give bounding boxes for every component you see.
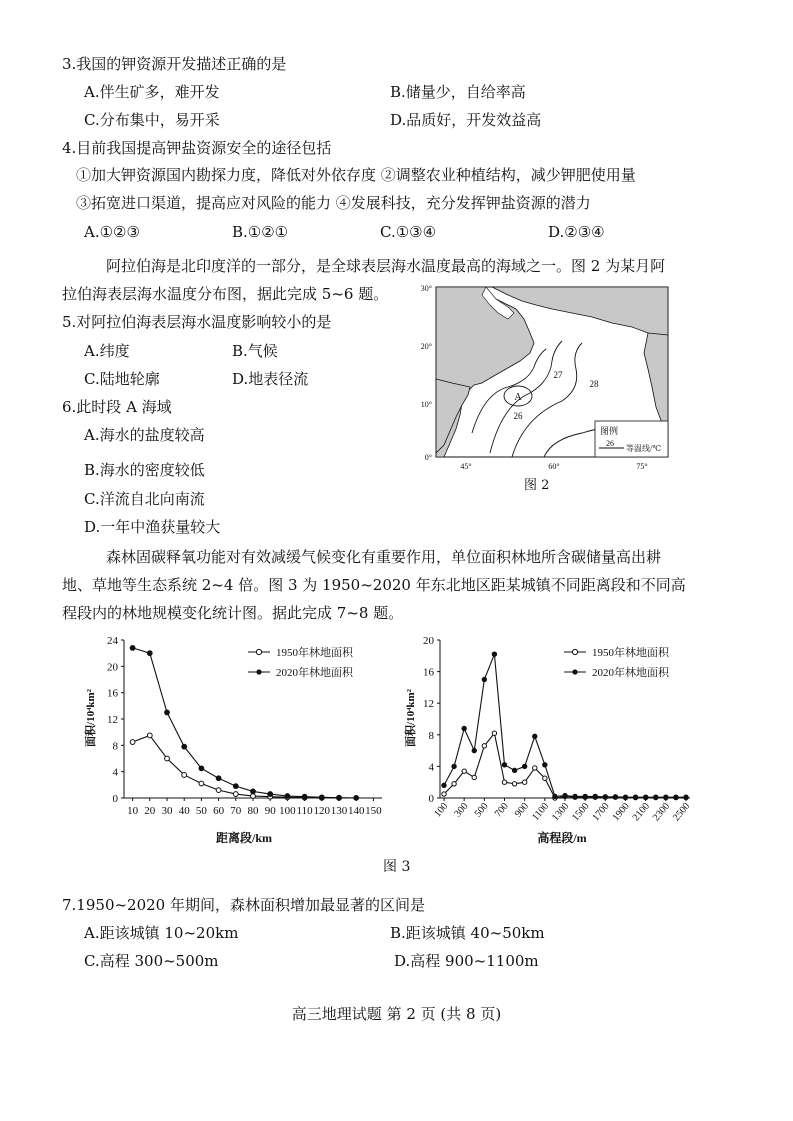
chart1-xtick-label: 80 xyxy=(247,805,259,817)
chart2-point-1 xyxy=(522,764,526,768)
lon-label-75: 75° xyxy=(636,462,648,471)
q5-option-b: B.气候 xyxy=(232,342,278,360)
chart2-point-1 xyxy=(623,795,627,799)
q5-stem: 5.对阿拉伯海表层海水温度影响较小的是 xyxy=(62,313,332,331)
chart1-point-1 xyxy=(182,744,187,749)
q4-option-d: D.②③④ xyxy=(548,223,605,241)
lon-label-45: 45° xyxy=(460,462,472,471)
chart2-xtick-label: 300 xyxy=(452,800,471,820)
q6-option-b: B.海水的密度较低 xyxy=(84,461,205,479)
q3-option-b: B.储量少，自给率高 xyxy=(390,83,526,101)
chart2-point-1 xyxy=(462,726,466,730)
chart2-point-1 xyxy=(674,795,678,799)
isotherm-label-27: 27 xyxy=(553,370,563,380)
chart1-ytick-label: 20 xyxy=(107,661,118,674)
chart2-point-1 xyxy=(643,795,647,799)
chart1-point-1 xyxy=(285,794,290,799)
chart2-point-1 xyxy=(482,677,486,681)
chart1-point-1 xyxy=(147,651,152,656)
chart1-point-0 xyxy=(130,740,135,745)
intro78-line2: 地、草地等生态系统 2~4 倍。图 3 为 1950~2020 年东北地区距某城镇不同距离段和不同高 xyxy=(62,576,686,594)
chart1-ytick-label: 4 xyxy=(112,766,118,779)
chart2-point-1 xyxy=(533,734,537,738)
q4-statement-line2: ③拓宽进口渠道，提高应对风险的能力 ④发展科技，充分发挥钾盐资源的潜力 xyxy=(76,194,591,212)
chart1-xtick-label: 110 xyxy=(296,805,313,817)
lat-label-20: 20° xyxy=(420,342,432,351)
chart2-legend-2020: 2020年林地面积 xyxy=(592,667,669,679)
intro56-line1: 阿拉伯海是北印度洋的一部分，是全球表层海水温度最高的海域之一。图 2 为某月阿 xyxy=(106,257,666,275)
chart1-point-1 xyxy=(251,789,256,794)
figure-3-caption: 图 3 xyxy=(383,859,411,875)
chart1-point-1 xyxy=(268,792,273,797)
chart1-xtick-label: 120 xyxy=(313,805,331,817)
chart2-ytick-label: 8 xyxy=(428,729,434,742)
chart2-point-1 xyxy=(664,795,668,799)
chart2-xtick-label: 1500 xyxy=(570,800,592,824)
chart2-point-1 xyxy=(633,795,637,799)
page-footer: 高三地理试题 第 2 页 (共 8 页) xyxy=(291,1005,502,1023)
q6-option-d: D.一年中渔获量较大 xyxy=(84,518,221,536)
chart2-point-1 xyxy=(573,794,577,798)
chart2-xtick-label: 1300 xyxy=(550,800,572,824)
chart2-xtick-label: 2300 xyxy=(650,800,673,824)
point-a-label: A xyxy=(514,392,522,403)
chart1-ytick-label: 12 xyxy=(107,714,118,726)
q4-stem: 4.目前我国提高钾盐资源安全的途径包括 xyxy=(62,139,332,157)
chart1-xtick-label: 30 xyxy=(161,805,173,817)
chart1-ytick-label: 16 xyxy=(107,687,118,700)
q5-option-c: C.陆地轮廓 xyxy=(84,370,160,388)
chart1-point-1 xyxy=(354,795,359,800)
q3-option-a: A.伴生矿多，难开发 xyxy=(84,83,220,101)
chart2-xtick-label: 1900 xyxy=(610,800,632,824)
chart2-point-1 xyxy=(563,793,567,797)
q5-option-d: D.地表径流 xyxy=(232,370,309,388)
isotherm-label-26: 26 xyxy=(513,411,523,421)
chart2-point-0 xyxy=(512,782,516,786)
chart2-point-0 xyxy=(543,776,547,780)
chart1-legend-1950: 1950年林地面积 xyxy=(276,647,353,659)
q7-stem: 7.1950~2020 年期间，森林面积增加最显著的区间是 xyxy=(62,896,425,914)
chart2-xtick-label: 2100 xyxy=(630,800,652,824)
chart1-point-0 xyxy=(233,792,238,797)
chart2-ytick-label: 0 xyxy=(428,793,434,805)
chart2-point-0 xyxy=(502,780,506,784)
elevation-chart xyxy=(400,630,700,850)
q4-statement-line1: ①加大钾资源国内勘探力度，降低对外依存度 ②调整农业种植结构，减少钾肥使用量 xyxy=(76,166,636,184)
chart2-point-1 xyxy=(684,795,688,799)
q6-option-c: C.洋流自北向南流 xyxy=(84,490,205,508)
chart1-legend-2020: 2020年林地面积 xyxy=(276,667,353,679)
q5-option-a: A.纬度 xyxy=(84,342,130,360)
q4-option-b: B.①②① xyxy=(232,223,289,241)
q7-option-a: A.距该城镇 10~20km xyxy=(84,924,239,942)
chart1-point-0 xyxy=(251,794,256,799)
chart1-point-1 xyxy=(233,784,238,789)
lat-label-10: 10° xyxy=(420,400,432,409)
isotherm-label-28: 28 xyxy=(589,379,599,389)
chart2-legend-1950: 1950年林地面积 xyxy=(592,647,669,659)
q6-option-a: A.海水的盐度较高 xyxy=(84,426,205,444)
legend-title: 图例 xyxy=(600,426,619,436)
chart2-point-1 xyxy=(492,652,496,656)
chart1-point-1 xyxy=(319,795,324,800)
q4-option-a: A.①②③ xyxy=(84,223,140,241)
chart2-point-0 xyxy=(522,780,526,784)
chart2-point-0 xyxy=(492,731,496,735)
chart2-ytick-label: 20 xyxy=(423,635,434,647)
chart2-point-1 xyxy=(512,768,516,772)
chart1-point-1 xyxy=(165,710,170,715)
chart2-xtick-label: 900 xyxy=(512,800,531,820)
chart2-xtick-label: 500 xyxy=(472,800,491,820)
chart2-xtick-label: 1700 xyxy=(590,800,612,824)
chart1-xtick-label: 140 xyxy=(347,805,365,817)
arabian-sea-map xyxy=(412,283,674,473)
chart1-ytick-label: 0 xyxy=(112,793,118,805)
chart1-point-1 xyxy=(130,646,135,651)
q3-stem: 3.我国的钾资源开发描述正确的是 xyxy=(62,55,287,73)
chart2-ylabel: 面积/10⁴km² xyxy=(405,689,417,747)
chart1-xtick-label: 150 xyxy=(365,805,382,817)
chart1-xtick-label: 10 xyxy=(127,805,139,817)
q7-option-d: D.高程 900~1100m xyxy=(394,952,539,970)
chart2-ytick-label: 16 xyxy=(423,666,434,679)
q4-option-c: C.①③④ xyxy=(380,223,437,241)
chart2-point-0 xyxy=(533,766,537,770)
chart2-point-0 xyxy=(482,744,486,748)
chart1-xtick-label: 40 xyxy=(178,805,190,817)
legend-sample: 26 xyxy=(606,439,614,448)
chart1-xtick-label: 50 xyxy=(195,805,207,817)
q7-option-c: C.高程 300~500m xyxy=(84,952,219,970)
chart1-ytick-label: 24 xyxy=(107,635,118,647)
chart2-point-1 xyxy=(452,764,456,768)
chart2-point-0 xyxy=(472,775,476,779)
chart1-point-0 xyxy=(165,756,170,761)
chart2-xtick-label: 2500 xyxy=(671,800,693,824)
chart1-xlabel: 距离段/km xyxy=(215,831,273,845)
chart2-point-0 xyxy=(452,782,456,786)
q3-option-d: D.品质好，开发效益高 xyxy=(390,111,542,129)
chart1-xtick-label: 130 xyxy=(330,805,348,817)
chart1-point-1 xyxy=(337,795,342,800)
figure-2-caption: 图 2 xyxy=(524,478,550,493)
lon-label-60: 60° xyxy=(548,462,560,471)
chart1-ytick-label: 8 xyxy=(112,740,118,753)
chart2-point-1 xyxy=(543,763,547,767)
chart1-ylabel: 面积/10⁴km² xyxy=(85,689,97,747)
chart1-xtick-label: 90 xyxy=(264,805,276,817)
chart2-point-1 xyxy=(583,794,587,798)
chart2-point-1 xyxy=(603,795,607,799)
intro56-line2: 拉伯海表层海水温度分布图，据此完成 5~6 题。 xyxy=(62,285,389,303)
chart1-point-1 xyxy=(302,794,307,799)
chart2-xtick-label: 100 xyxy=(432,800,451,820)
chart2-xtick-label: 1100 xyxy=(530,800,552,823)
chart2-point-1 xyxy=(442,783,446,787)
distance-chart xyxy=(80,630,390,850)
chart2-series-line-0 xyxy=(444,733,686,798)
chart2-ytick-label: 12 xyxy=(423,698,434,711)
chart1-point-0 xyxy=(147,733,152,738)
chart1-point-0 xyxy=(216,788,221,793)
q6-stem: 6.此时段 A 海域 xyxy=(62,398,172,416)
q3-option-c: C.分布集中，易开采 xyxy=(84,111,220,129)
chart1-point-1 xyxy=(199,766,204,771)
chart1-point-0 xyxy=(182,773,187,778)
chart2-point-1 xyxy=(502,763,506,767)
chart1-xtick-label: 70 xyxy=(230,805,242,817)
chart2-point-0 xyxy=(462,769,466,773)
chart1-xtick-label: 100 xyxy=(279,805,296,817)
lat-label-0: 0° xyxy=(424,453,432,462)
chart2-point-1 xyxy=(472,748,476,752)
chart2-ytick-label: 4 xyxy=(428,761,434,774)
chart1-point-0 xyxy=(199,781,204,786)
intro78-line3: 程段内的林地规模变化统计图。据此完成 7~8 题。 xyxy=(62,604,404,622)
chart2-point-1 xyxy=(654,795,658,799)
intro78-line1: 森林固碳释氧功能对有效减缓气候变化有重要作用，单位面积林地所含碳储量高出耕 xyxy=(106,548,662,566)
chart2-point-1 xyxy=(613,795,617,799)
chart1-point-1 xyxy=(216,776,221,781)
chart2-point-1 xyxy=(553,794,557,798)
q7-option-b: B.距该城镇 40~50km xyxy=(390,924,545,942)
chart2-xlabel: 高程段/m xyxy=(537,831,587,845)
legend-text: 等温线/℃ xyxy=(626,444,662,453)
chart2-point-0 xyxy=(442,792,446,796)
chart2-point-1 xyxy=(593,794,597,798)
chart1-xtick-label: 60 xyxy=(213,805,225,817)
lat-label-30: 30° xyxy=(420,284,432,293)
chart2-xtick-label: 700 xyxy=(492,800,511,820)
chart1-xtick-label: 20 xyxy=(144,805,156,817)
